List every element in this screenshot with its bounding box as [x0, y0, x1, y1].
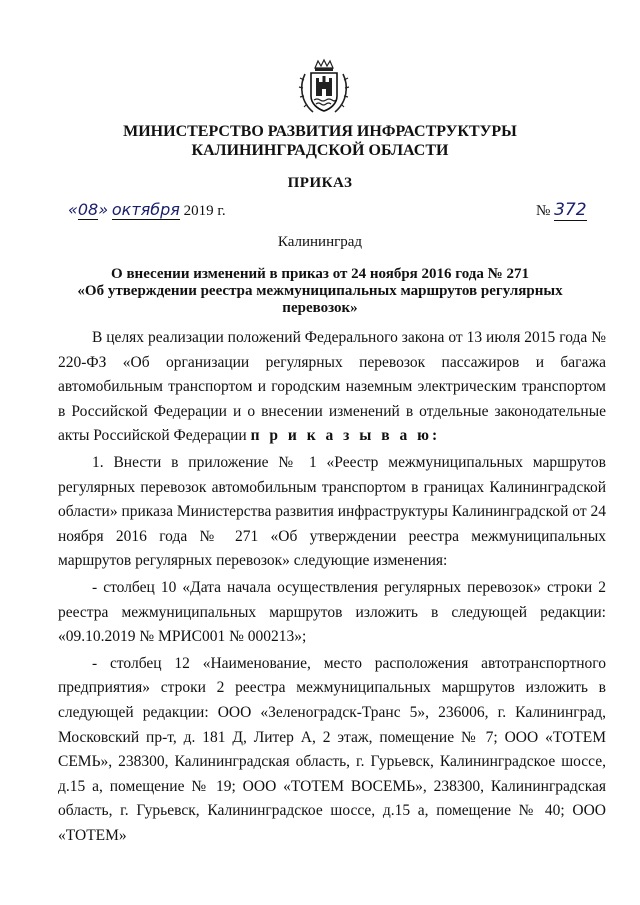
column-12-paragraph: - столбец 12 «Наименование, место расположения автотранспортного предприятия» строки 2 реестра межмуниципальных маршрутов изложить в следующей редакции: ООО «Зеленоградск-Транс 5», 236006, г. Калининград, Московский пр-т, д. 181 Д, Литер А, 2 этаж, помещение № 7; ООО «ТОТЕМ СЕМЬ», 238300, Калининградская область, г. Гурьевск, Калининградское шоссе, д.15 а, помещение № 19; ООО «ТОТЕМ ВОСЕМЬ», 238300, Калининградская область, г. Гурьевск, Калининградское шоссе, д.15 а, помещение № 40; ООО «ТОТЕМ»	[58, 654, 606, 844]
preamble-text: В целях реализации положений Федерального закона от 13 июля 2015 года № 220-ФЗ «Об организации регулярных перевозок пассажиров и багажа автомобильным транспортом и городским наземным электрическим транспортом в Российской Федерации и о внесении изменений в отдельные законодательные акты Российской Федерации	[58, 329, 606, 445]
order-date	[68, 200, 226, 220]
date-close-quote: »	[98, 200, 109, 219]
subject-line-1: О внесении изменений в приказ от 24 ноября 2016 года № 271	[111, 266, 529, 282]
order-number-label: №	[536, 203, 551, 219]
clause-1-paragraph: 1. Внести в приложение № 1 «Реестр межмуниципальных маршрутов регулярных перевозок автомобильным транспортом в границах Калининградской области» приказа Министерства развития инфраструктуры Калининградской от 24 ноября 2016 года № 271 «Об утверждении реестра межмуниципальных маршрутов регулярных перевозок» следующие изменения:	[58, 453, 607, 570]
order-number	[536, 200, 587, 220]
ministry-name	[0, 122, 640, 160]
date-open-quote: «	[68, 200, 78, 219]
order-body	[58, 326, 606, 848]
order-verb: п р и к а з ы в а ю:	[250, 427, 441, 445]
order-title: ПРИКАЗ	[287, 175, 353, 191]
column-10-paragraph: - столбец 10 «Дата начала осуществления регулярных перевозок» строки 2 реестра межмуниципальных маршрутов изложить в следующей редакции: «09.10.2019 № МРИС001 № 000213»;	[58, 578, 606, 646]
city-name: Калининград	[277, 234, 363, 250]
preamble-paragraph	[58, 326, 606, 449]
order-number-value: 372	[554, 200, 587, 220]
subject-line-3: перевозок»	[282, 300, 358, 316]
date-year: 2019 г.	[183, 203, 226, 219]
ministry-line-2: КАЛИНИНГРАДСКОЙ ОБЛАСТИ	[191, 142, 449, 159]
ministry-line-1: МИНИСТЕРСТВО РАЗВИТИЯ ИНФРАСТРУКТУРЫ	[123, 123, 517, 140]
order-subject	[0, 266, 640, 317]
coat-of-arms-emblem	[297, 58, 351, 116]
date-day: 08	[77, 200, 99, 219]
date-month: октября	[111, 200, 180, 219]
subject-line-2: «Об утверждении реестра межмуниципальных маршрутов регулярных	[77, 283, 563, 299]
